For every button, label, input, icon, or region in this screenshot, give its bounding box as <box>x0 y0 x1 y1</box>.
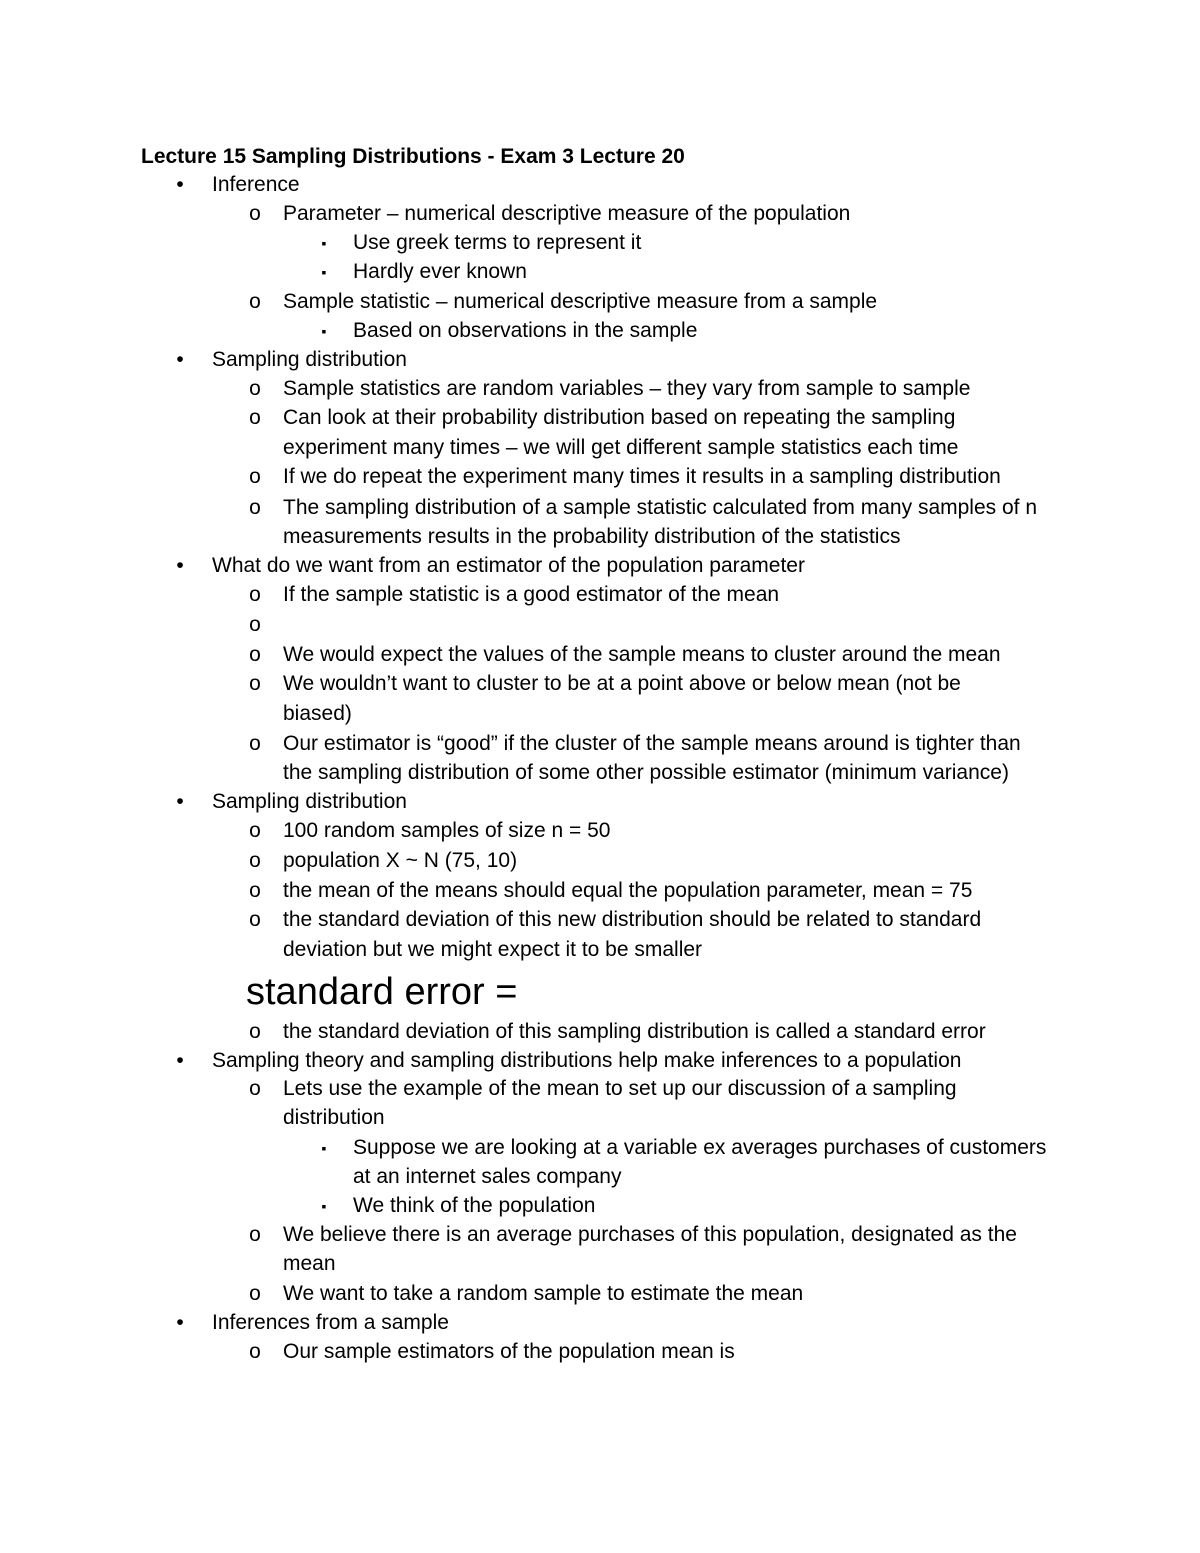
bullet-circle-icon: o <box>249 849 261 872</box>
outline-line: distribution <box>283 1106 385 1129</box>
standard-error-heading: standard error = <box>246 971 518 1013</box>
outline-line: The sampling distribution of a sample statistic calculated from many samples of n <box>283 496 1038 519</box>
outline-line: We want to take a random sample to estimate the mean <box>283 1282 804 1305</box>
outline-line: Our estimator is “good” if the cluster of the sample means around is tighter than <box>283 732 1021 755</box>
outline-line: If the sample statistic is a good estimator of the mean <box>283 583 780 606</box>
bullet-square-icon: ▪ <box>321 264 327 280</box>
outline-line: the standard deviation of this sampling distribution is called a standard error <box>283 1020 986 1043</box>
outline-line: experiment many times – we will get different sample statistics each time <box>283 436 959 459</box>
bullet-dot-icon: • <box>176 1311 184 1334</box>
outline-line: Can look at their probability distribution based on repeating the sampling <box>283 406 956 429</box>
outline-line: Sample statistics are random variables – they vary from sample to sample <box>283 377 971 400</box>
outline-line: We think of the population <box>353 1194 596 1217</box>
outline-line: population X ~ N (75, 10) <box>283 849 518 872</box>
bullet-circle-icon: o <box>249 613 261 636</box>
outline-line: 100 random samples of size n = 50 <box>283 819 611 842</box>
outline-line: Our sample estimators of the population mean is <box>283 1340 735 1363</box>
bullet-circle-icon: o <box>249 1020 261 1043</box>
outline-line: We would expect the values of the sample means to cluster around the mean <box>283 643 1001 666</box>
bullet-circle-icon: o <box>249 202 261 225</box>
bullet-circle-icon: o <box>249 406 261 429</box>
outline-line: Use greek terms to represent it <box>353 231 642 254</box>
outline-line: deviation but we might expect it to be smaller <box>283 938 703 961</box>
outline-line: the mean of the means should equal the population parameter, mean = 75 <box>283 879 973 902</box>
outline-line: Parameter – numerical descriptive measure of the population <box>283 202 851 225</box>
outline-line: Lets use the example of the mean to set up our discussion of a sampling <box>283 1077 957 1100</box>
outline-line: Inferences from a sample <box>212 1311 449 1334</box>
bullet-circle-icon: o <box>249 1340 261 1363</box>
outline-line: Suppose we are looking at a variable ex averages purchases of customers <box>353 1136 1047 1159</box>
bullet-dot-icon: • <box>176 1049 184 1072</box>
outline-line: Sampling distribution <box>212 790 407 813</box>
outline-line: We believe there is an average purchases of this population, designated as the <box>283 1223 1017 1246</box>
bullet-circle-icon: o <box>249 908 261 931</box>
outline-line: measurements results in the probability distribution of the statistics <box>283 525 901 548</box>
bullet-square-icon: ▪ <box>321 1198 327 1214</box>
bullet-circle-icon: o <box>249 583 261 606</box>
bullet-circle-icon: o <box>249 1077 261 1100</box>
bullet-circle-icon: o <box>249 732 261 755</box>
outline-line: at an internet sales company <box>353 1165 622 1188</box>
outline-line: Hardly ever known <box>353 260 527 283</box>
bullet-circle-icon: o <box>249 672 261 695</box>
bullet-circle-icon: o <box>249 496 261 519</box>
outline-line: If we do repeat the experiment many times it results in a sampling distribution <box>283 465 1001 488</box>
bullet-circle-icon: o <box>249 1223 261 1246</box>
outline-line: Sampling theory and sampling distributions help make inferences to a population <box>212 1049 962 1072</box>
outline-line: Inference <box>212 173 300 196</box>
bullet-dot-icon: • <box>176 790 184 813</box>
outline-line: mean <box>283 1252 336 1275</box>
outline-line: We wouldn’t want to cluster to be at a point above or below mean (not be <box>283 672 961 695</box>
bullet-circle-icon: o <box>249 290 261 313</box>
bullet-dot-icon: • <box>176 554 184 577</box>
bullet-circle-icon: o <box>249 377 261 400</box>
outline-line: Based on observations in the sample <box>353 319 698 342</box>
outline-line: Sampling distribution <box>212 348 407 371</box>
bullet-square-icon: ▪ <box>321 235 327 251</box>
bullet-circle-icon: o <box>249 1282 261 1305</box>
outline-line: the standard deviation of this new distribution should be related to standard <box>283 908 982 931</box>
outline-line: Sample statistic – numerical descriptive measure from a sample <box>283 290 878 313</box>
outline-line: the sampling distribution of some other possible estimator (minimum variance) <box>283 761 1009 784</box>
bullet-circle-icon: o <box>249 879 261 902</box>
document-title: Lecture 15 Sampling Distributions - Exam 3 Lecture 20 <box>141 145 685 168</box>
bullet-dot-icon: • <box>176 173 184 196</box>
outline-line: biased) <box>283 702 352 725</box>
bullet-circle-icon: o <box>249 465 261 488</box>
bullet-circle-icon: o <box>249 643 261 666</box>
bullet-dot-icon: • <box>176 348 184 371</box>
bullet-square-icon: ▪ <box>321 323 327 339</box>
bullet-square-icon: ▪ <box>321 1140 327 1156</box>
outline-line: What do we want from an estimator of the population parameter <box>212 554 805 577</box>
bullet-circle-icon: o <box>249 819 261 842</box>
